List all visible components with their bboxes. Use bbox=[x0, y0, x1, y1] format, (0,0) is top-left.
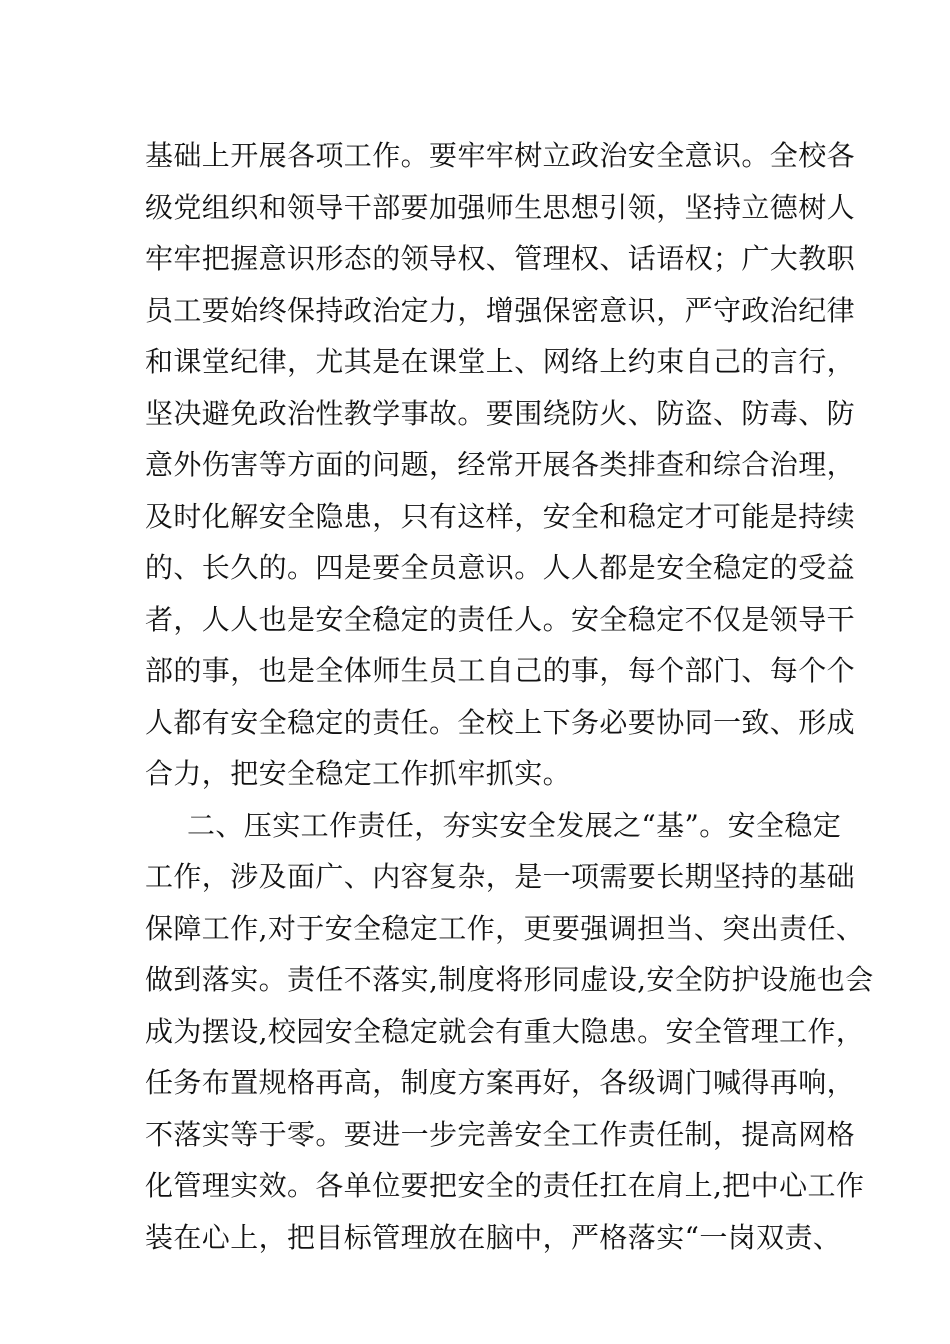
text-line: 不落实等于零。要进一步完善安全工作责任制，提高网格 bbox=[145, 1117, 856, 1151]
text-line: 做到落实。责任不落实,制度将形同虚设,安全防护设施也会 bbox=[145, 963, 874, 996]
text-line: 的、长久的。四是要全员意识。人人都是安全稳定的受益 bbox=[145, 551, 856, 584]
text-line: 人都有安全稳定的责任。全校上下务必要协同一致、形成 bbox=[145, 705, 856, 739]
text-line: 坚决避免政治性教学事故。要围绕防火、防盗、防毒、防 bbox=[145, 396, 856, 430]
text-line: 基础上开展各项工作。要牢牢树立政治安全意识。全校各 bbox=[145, 139, 856, 172]
body-text bbox=[145, 130, 874, 1263]
text-line: 成为摆设,校园安全稳定就会有重大隐患。安全管理工作， bbox=[145, 1014, 865, 1048]
text-line: 牢牢把握意识形态的领导权、管理权、话语权；广大教职 bbox=[145, 242, 856, 275]
section-heading-line: 二、压实工作责任，夯实安全发展之“基”。安全稳定 bbox=[187, 808, 842, 842]
text-line: 任务布置规格再高，制度方案再好，各级调门喊得再响， bbox=[145, 1066, 856, 1099]
text-line: 级党组织和领导干部要加强师生思想引领，坚持立德树人 bbox=[145, 190, 856, 224]
text-line: 和课堂纪律，尤其是在课堂上、网络上约束自己的言行， bbox=[145, 345, 856, 378]
text-line: 保障工作,对于安全稳定工作，更要强调担当、突出责任、 bbox=[145, 911, 865, 945]
text-line: 化管理实效。各单位要把安全的责任扛在肩上,把中心工作 bbox=[145, 1169, 865, 1202]
text-line: 及时化解安全隐患，只有这样，安全和稳定才可能是持续 bbox=[145, 499, 856, 533]
text-line: 部的事，也是全体师生员工自己的事，每个部门、每个个 bbox=[145, 654, 856, 687]
text-line: 合力，把安全稳定工作抓牢抓实。 bbox=[145, 757, 572, 790]
text-line: 意外伤害等方面的问题，经常开展各类排查和综合治理， bbox=[145, 448, 856, 481]
text-line: 装在心上，把目标管理放在脑中，严格落实“一岗双责、 bbox=[145, 1220, 842, 1254]
text-line: 者，人人也是安全稳定的责任人。安全稳定不仅是领导干 bbox=[145, 602, 856, 636]
text-line: 工作，涉及面广、内容复杂，是一项需要长期坚持的基础 bbox=[145, 860, 856, 893]
text-line: 员工要始终保持政治定力，增强保密意识，严守政治纪律 bbox=[145, 293, 856, 327]
